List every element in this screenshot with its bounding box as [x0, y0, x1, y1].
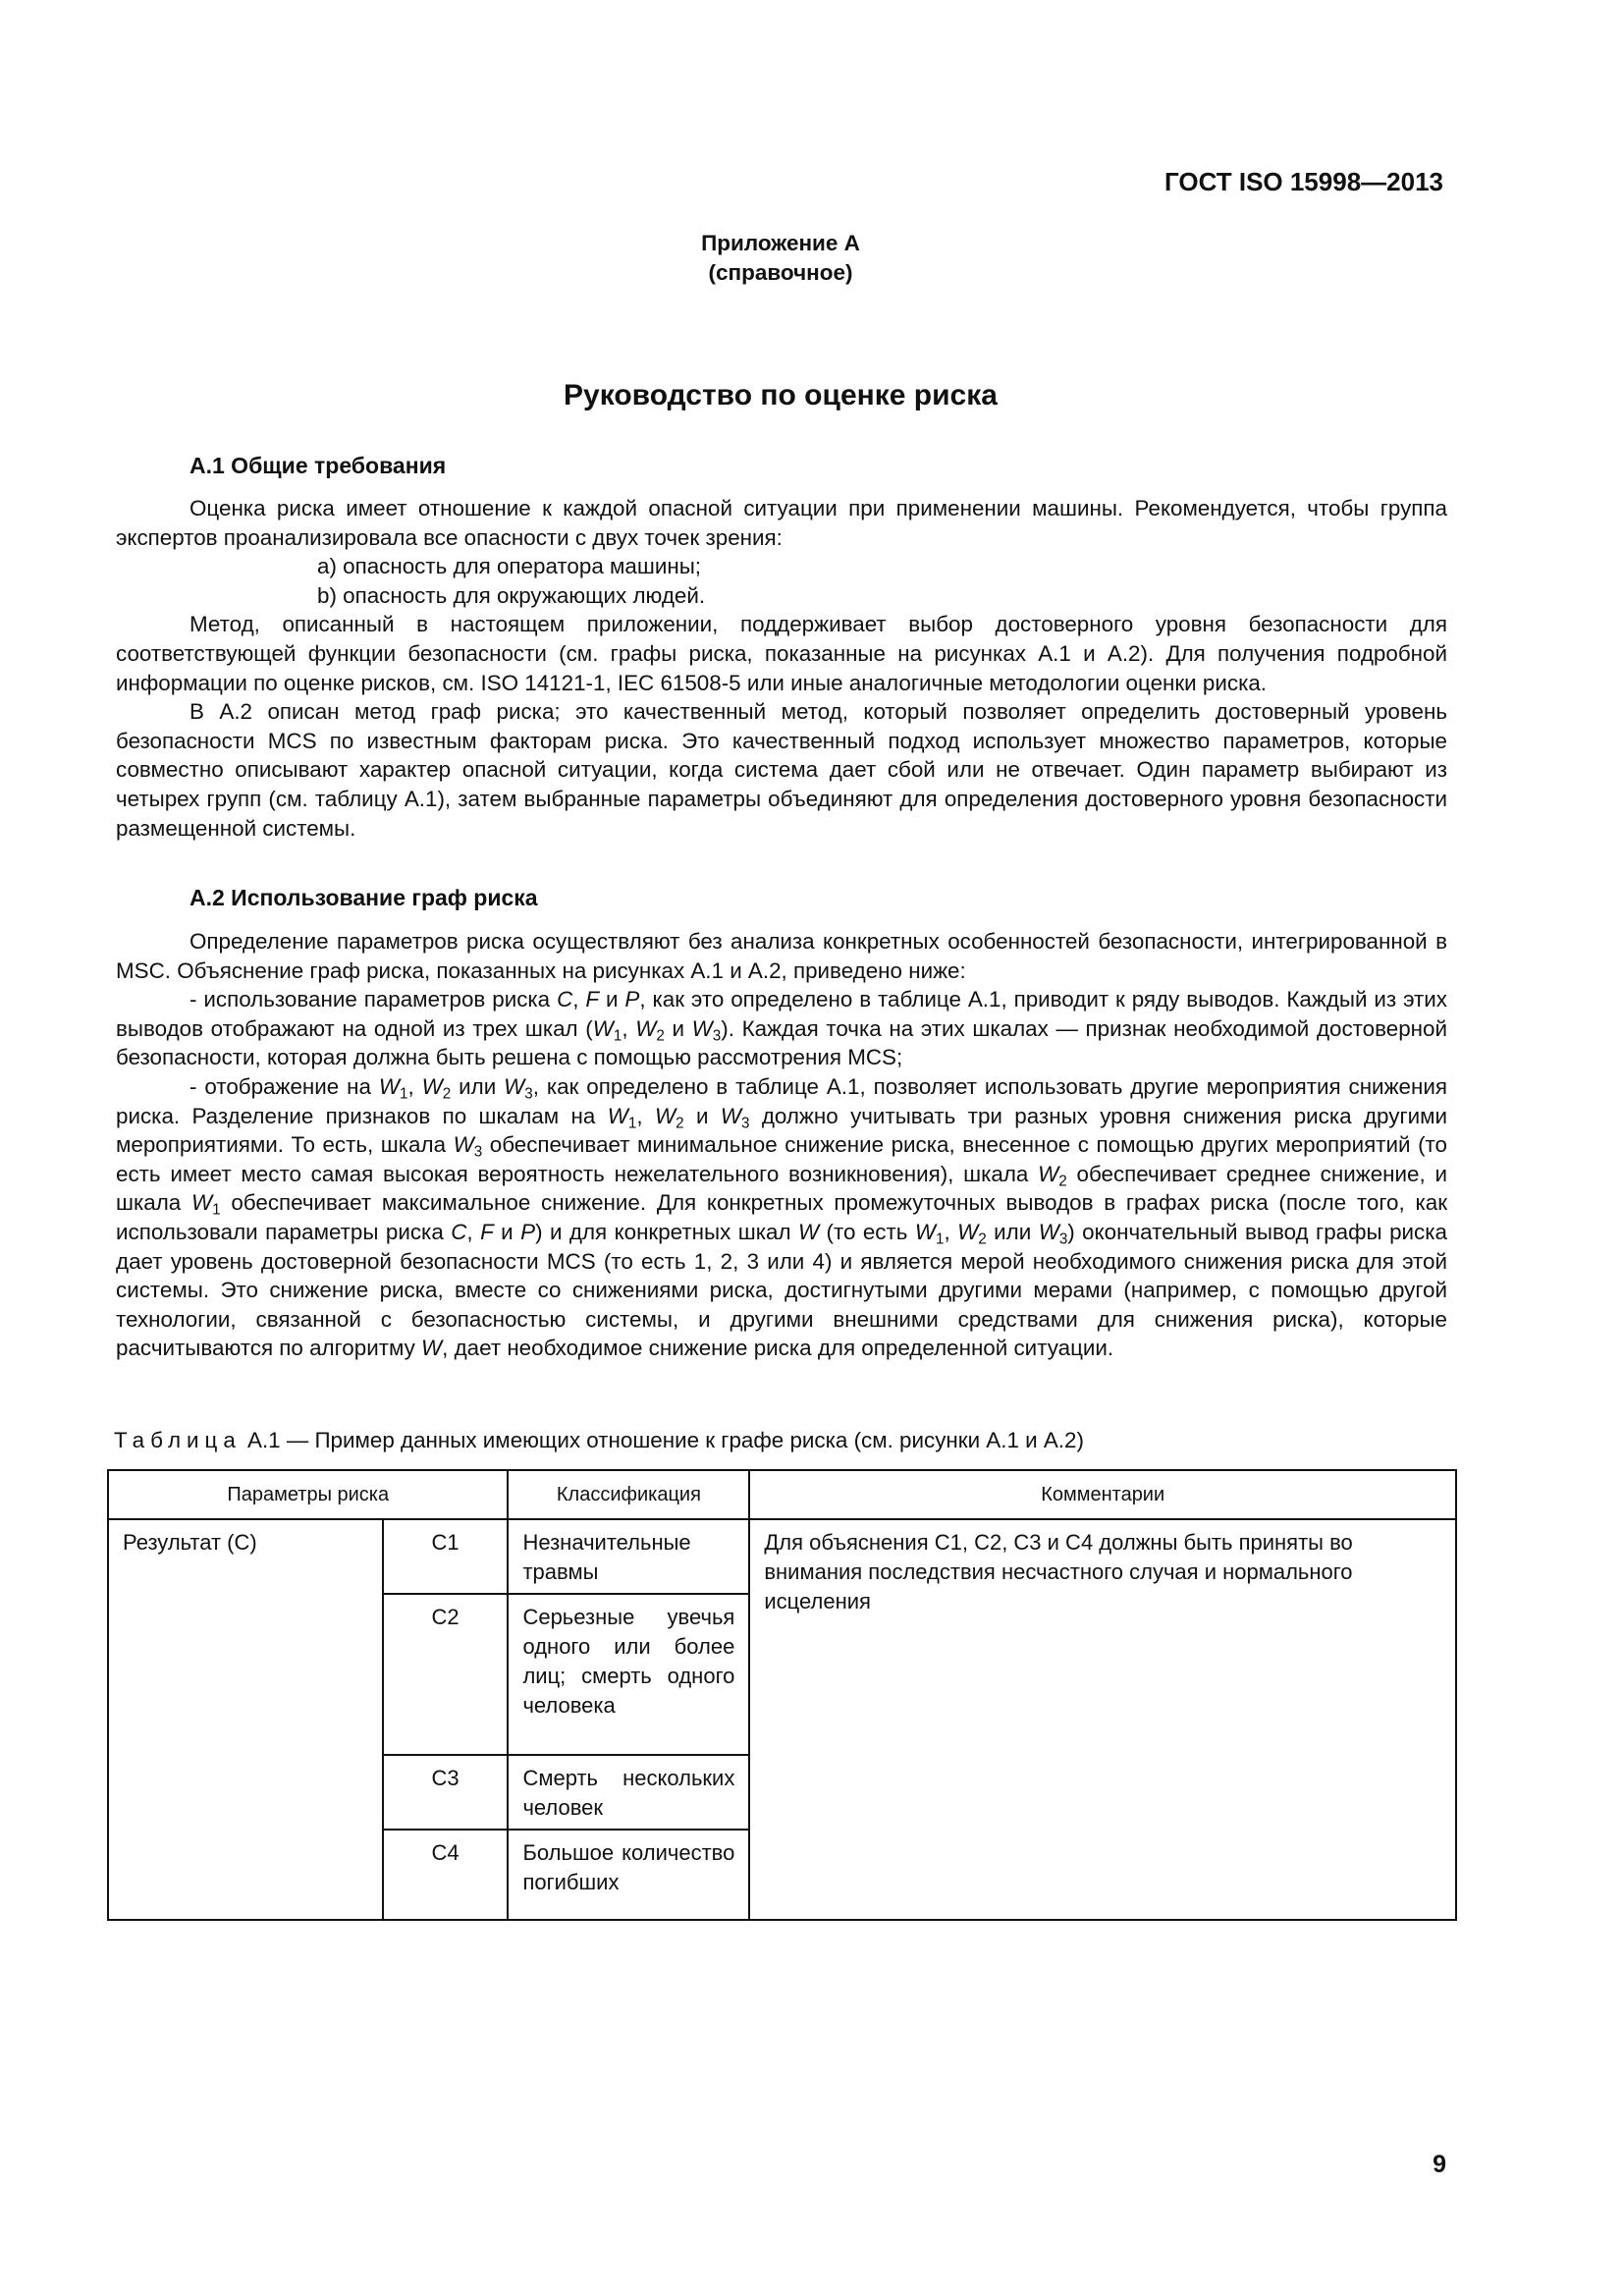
annex-label: Приложение А [701, 231, 860, 255]
table-row [108, 1519, 1456, 1594]
risk-parameters-table [107, 1469, 1457, 1921]
paragraph: Определение параметров риска осуществляют без анализа конкретных особенностей безопасности, интегрированной в MSC. Объяснение граф риска, показанных на рисунках А.1 и А.2, приведено ниже: [116, 929, 1447, 983]
section-a1-body [116, 494, 1447, 843]
param-cell: Результат (С) [108, 1519, 383, 1920]
comment-cell: Для объяснения С1, С2, С3 и С4 должны быть приняты во внимания последствия несчастного случая и нормального исцеления [749, 1519, 1456, 1920]
bullet-paragraph: - отображение на $W_1$, $W_2$ или $W_3$, как определено в таблице А.1, позволяет использовать другие мероприятия снижения риска. Разделение признаков по шкалам на $W_1$, $W_2$ и $W_3$ должно учитывать три разных уровня снижения риска другими мероприятиями. То есть, шкала $W_3$ обеспечивает минимальное снижение риска, внесенное с помощью других мероприятий (то есть имеет место самая высокая вероятность нежелательного возникновения), шкала $W_2$ обеспечивает среднее снижение, и шкала $W_1$ обеспечивает максимальное снижение. Для конкретных промежуточных выводов в графах риска (после того, как использовали параметры риска C, F и P) и для конкретных шкал W (то есть $W_1$, $W_2$ или $W_3$) окончательный вывод графы риска дает уровень достоверной безопасности MCS (то есть 1, 2, 3 или 4) и является мерой необходимого снижения риска для этой системы. Это снижение риска, вместе со снижениями риска, достигнутыми другими мерами (например, с помощью другой технологии, связанной с безопасностью системы, и другими внешними средствами для снижения риска), которые расчитываются по алгоритму W, дает необходимое снижение риска для определенной ситуации. [116, 1073, 1448, 1361]
header-cell: Классификация [508, 1470, 749, 1519]
annex-note: (справочное) [708, 260, 853, 285]
section-heading-a1: А.1 Общие требования [189, 453, 447, 478]
table-caption: Таблица А.1 — Пример данных имеющих отношение к графе риска (см. рисунки А.1 и А.2) [114, 1428, 1084, 1452]
header-cell: Комментарии [749, 1470, 1456, 1519]
code-cell: С4 [383, 1830, 509, 1920]
class-cell: Серьезные увечья одного или более лиц; смерть одного человека [508, 1594, 749, 1755]
header-cell: Параметры риска [108, 1470, 508, 1519]
list-item: a) опасность для оператора машины; [317, 554, 702, 579]
code-cell: С3 [383, 1755, 509, 1830]
paragraph: В А.2 описан метод граф риска; это качественный метод, который позволяет определить достоверный уровень безопасности MCS по известным факторам риска. Это качественный подход использует множество параметров, которые совместно описывают характер опасной ситуации, когда система дает сбой или не отвечает. Один параметр выбирают из четырех групп (см. таблицу А.1), затем выбранные параметры объединяют для определения достоверного уровня безопасности размещенной системы. [116, 699, 1447, 841]
document-code: ГОСТ ISO 15998—2013 [1163, 167, 1443, 196]
section-heading-a2: А.2 Использование граф риска [189, 885, 538, 910]
class-cell: Незначительные травмы [508, 1519, 749, 1594]
page-number: 9 [1433, 2151, 1446, 2178]
page-title: Руководство по оценке риска [564, 379, 998, 411]
bullet-paragraph: - использование параметров риска C, F и P, как это определено в таблице А.1, приводит к ряду выводов. Каждый из этих выводов отображают на одной из трех шкал ($W_1$, $W_2$ и $W_3$). Каждая точка на этих шкалах — признак необходимой достоверной безопасности, которая должна быть решена с помощью рассмотрения MCS; [116, 987, 1447, 1070]
paragraph: Оценка риска имеет отношение к каждой опасной ситуации при применении машины. Рекомендуется, чтобы группа экспертов проанализировала все опасности с двух точек зрения: [116, 496, 1447, 550]
list-item: b) опасность для окружающих людей. [317, 582, 706, 608]
section-a2-body [116, 927, 1447, 1363]
paragraph: Метод, описанный в настоящем приложении, поддерживает выбор достоверного уровня безопасности для соответствующей функции безопасности (см. графы риска, показанные на рисунках А.1 и А.2). Для получения подробной информации по оценке рисков, см. ISO 14121-1, IEC 61508-5 или иные аналогичные методологии оценки риска. [116, 612, 1447, 695]
class-cell: Большое количество погибших [508, 1830, 749, 1920]
code-cell: С2 [383, 1594, 509, 1755]
code-cell: С1 [383, 1519, 509, 1594]
class-cell: Смерть нескольких человек [508, 1755, 749, 1830]
table-header-row [108, 1470, 1456, 1519]
